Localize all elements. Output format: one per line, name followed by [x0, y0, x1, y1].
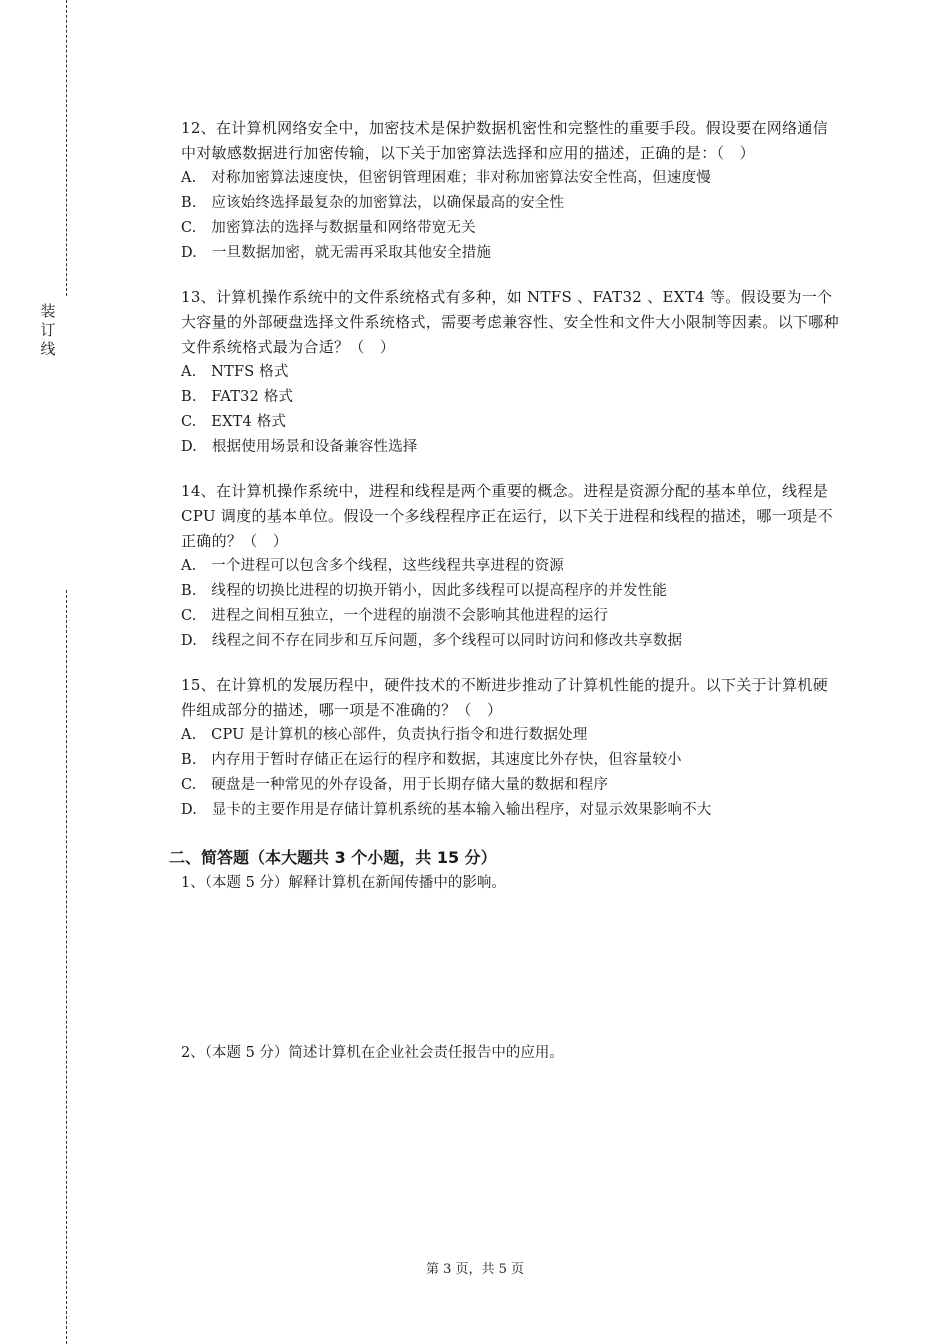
option-d: D. 一旦数据加密，就无需再采取其他安全措施	[181, 245, 492, 261]
binding-char: 装	[40, 302, 56, 320]
option-c: C. 硬盘是一种常见的外存设备，用于长期存储大量的数据和程序	[181, 777, 609, 793]
option-a: A. 对称加密算法速度快，但密钥管理困难；非对称加密算法安全性高，但速度慢	[181, 170, 711, 186]
binding-dashed-line-top	[66, 0, 67, 296]
option-b: B. 线程的切换比进程的切换开销小，因此多线程可以提高程序的并发性能	[181, 583, 668, 599]
option-c: C. EXT4 格式	[181, 414, 287, 430]
binding-char: 订	[40, 321, 56, 339]
question-stem: 14、在计算机操作系统中，进程和线程是两个重要的概念。进程是资源分配的基本单位，线程是 CPU 调度的基本单位。假设一个多线程程序正在运行，以下关于进程和线程的描述，哪一项是不正确的？（ ）	[181, 482, 833, 550]
question-14	[181, 479, 841, 654]
exam-content	[169, 116, 841, 1065]
option-d: D. 显卡的主要作用是存储计算机系统的基本输入输出程序，对显示效果影响不大	[181, 802, 712, 818]
question-stem: 15、在计算机的发展历程中，硬件技术的不断进步推动了计算机性能的提升。以下关于计算机硬件组成部分的描述，哪一项是不准确的？（ ）	[181, 676, 828, 719]
option-d: D. 线程之间不存在同步和互斥问题，多个线程可以同时访问和修改共享数据	[181, 633, 683, 649]
question-stem: 13、计算机操作系统中的文件系统格式有多种，如 NTFS 、FAT32 、EXT4 等。假设要为一个大容量的外部硬盘选择文件系统格式，需要考虑兼容性、安全性和文件大小限制等因素。以下哪种文件系统格式最为合适？（ ）	[181, 288, 839, 356]
question-stem: 12、在计算机网络安全中，加密技术是保护数据机密性和完整性的重要手段。假设要在网络通信中对敏感数据进行加密传输，以下关于加密算法选择和应用的描述，正确的是：（ ）	[181, 119, 828, 162]
answer-space-1	[181, 895, 841, 1041]
binding-char: 线	[40, 340, 56, 358]
option-c: C. 进程之间相互独立，一个进程的崩溃不会影响其他进程的运行	[181, 608, 609, 624]
option-a: A. CPU 是计算机的核心部件，负责执行指令和进行数据处理	[181, 727, 588, 743]
short-answer-1: 1、（本题 5 分）解释计算机在新闻传播中的影响。	[181, 875, 506, 891]
question-13	[181, 285, 841, 460]
binding-line-label	[38, 302, 58, 359]
option-a: A. NTFS 格式	[181, 364, 289, 380]
question-12	[181, 116, 841, 266]
option-b: B. 应该始终选择最复杂的加密算法，以确保最高的安全性	[181, 195, 565, 211]
short-answer-2: 2、（本题 5 分）简述计算机在企业社会责任报告中的应用。	[181, 1045, 564, 1061]
option-b: B. 内存用于暂时存储正在运行的程序和数据，其速度比外存快，但容量较小	[181, 752, 682, 768]
option-c: C. 加密算法的选择与数据量和网络带宽无关	[181, 220, 476, 236]
option-a: A. 一个进程可以包含多个线程，这些线程共享进程的资源	[181, 558, 564, 574]
binding-dashed-line-bottom	[66, 590, 67, 1344]
option-b: B. FAT32 格式	[181, 389, 294, 405]
page-number: 第 3 页，共 5 页	[425, 1262, 525, 1277]
option-d: D. 根据使用场景和设备兼容性选择	[181, 439, 418, 455]
question-15	[181, 673, 841, 823]
section-2-title: 二、简答题（本大题共 3 个小题，共 15 分）	[169, 848, 497, 867]
